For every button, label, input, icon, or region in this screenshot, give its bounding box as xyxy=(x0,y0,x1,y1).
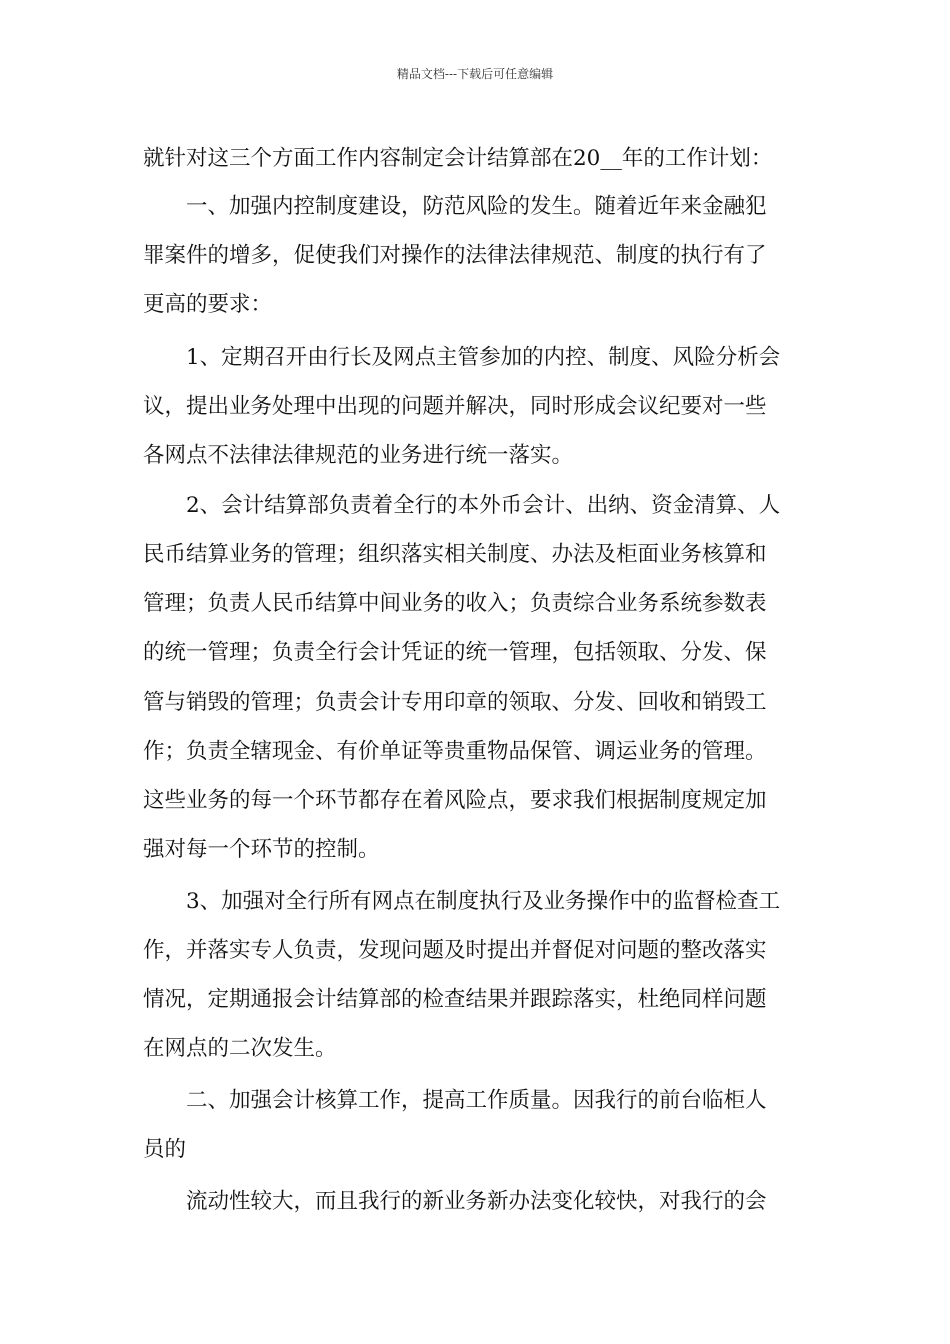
text-line: 在网点的二次发生。 xyxy=(143,1036,337,1061)
text-line: 情况，定期通报会计结算部的检查结果并跟踪落实，杜绝同样问题 xyxy=(143,987,767,1012)
text-line: 强对每一个环节的控制。 xyxy=(143,837,380,862)
text-line: 作；负责全辖现金、有价单证等贵重物品保管、调运业务的管理。 xyxy=(143,739,767,764)
text-line: 民币结算业务的管理；组织落实相关制度、办法及柜面业务核算和 xyxy=(143,542,767,567)
text-line: 流动性较大，而且我行的新业务新办法变化较快，对我行的会 xyxy=(143,1189,767,1214)
text-line: 2、会计结算部负责着全行的本外币会计、出纳、资金清算、人 xyxy=(143,493,781,518)
text-line: 一、加强内控制度建设，防范风险的发生。随着近年来金融犯 xyxy=(143,194,767,219)
text-line: 各网点不法律法律规范的业务进行统一落实。 xyxy=(143,443,574,468)
text-line: 3、加强对全行所有网点在制度执行及业务操作中的监督检查工 xyxy=(143,889,781,914)
text-line: 这些业务的每一个环节都存在着风险点，要求我们根据制度规定加 xyxy=(143,788,767,813)
text-line: 作，并落实专人负责，发现问题及时提出并督促对问题的整改落实 xyxy=(143,938,767,963)
text-line: 就针对这三个方面工作内容制定会计结算部在20__年的工作计划： xyxy=(143,146,773,171)
page-header: 精品文档---下载后可任意编辑 xyxy=(396,67,554,81)
text-line: 罪案件的增多，促使我们对操作的法律法律规范、制度的执行有了 xyxy=(143,243,767,268)
text-line: 二、加强会计核算工作，提高工作质量。因我行的前台临柜人 xyxy=(143,1088,767,1113)
text-line: 更高的要求： xyxy=(143,292,273,317)
text-line: 的统一管理；负责全行会计凭证的统一管理，包括领取、分发、保 xyxy=(143,640,767,665)
text-line: 议，提出业务处理中出现的问题并解决，同时形成会议纪要对一些 xyxy=(143,394,767,419)
text-line: 管与销毁的管理；负责会计专用印章的领取、分发、回收和销毁工 xyxy=(143,690,767,715)
text-line: 1、定期召开由行长及网点主管参加的内控、制度、风险分析会 xyxy=(143,345,781,370)
text-line: 管理；负责人民币结算中间业务的收入；负责综合业务系统参数表 xyxy=(143,591,767,616)
text-line: 员的 xyxy=(143,1137,187,1162)
